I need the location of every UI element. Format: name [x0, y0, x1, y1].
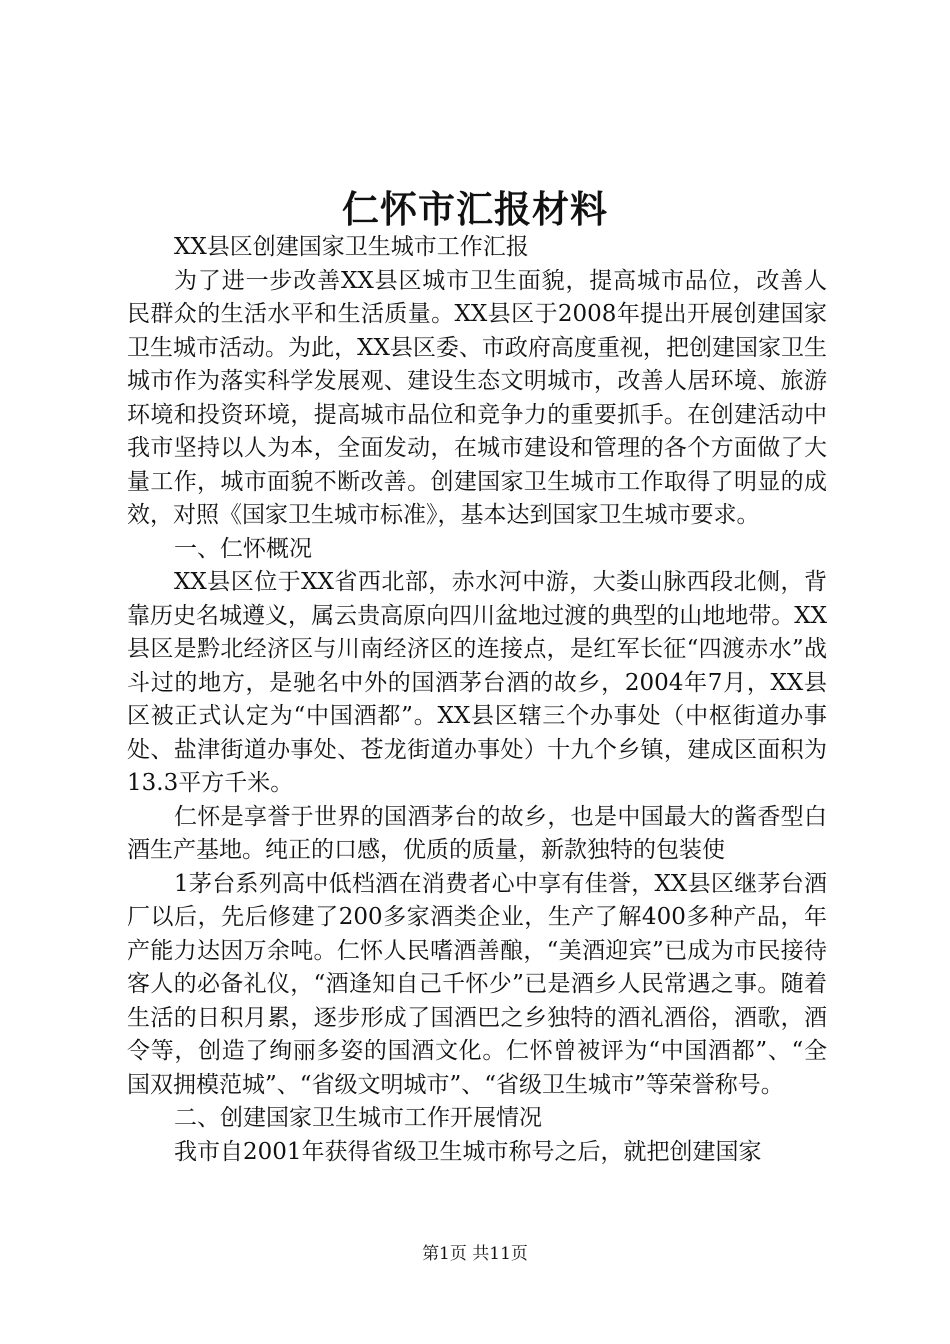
paragraph-liquor-hometown: 仁怀是享誉于世界的国酒茅台的故乡，也是中国最大的酱香型白酒生产基地。纯正的口感，优质的质量，新款独特的包装使 [127, 803, 827, 863]
document-body [127, 231, 827, 1169]
paragraph-liquor-culture: 1茅台系列高中低档酒在消费者心中享有佳誉，XX县区继茅台酒厂以后，先后修建了200多家酒类企业，生产了解400多种产品，年产能力达因万余吨。仁怀人民嗜酒善酿，“美酒迎宾”已成为市民接待客人的必备礼仪，“酒逢知自己千怀少”已是酒乡人民常遇之事。随着生活的日积月累，逐步形成了国酒巴之乡独特的酒礼酒俗，酒歌，酒令等，创造了绚丽多姿的国酒文化。仁怀曾被评为“中国酒都”、“全国双拥模范城”、“省级文明城市”、“省级卫生城市”等荣誉称号。 [127, 870, 827, 1098]
paragraph-intro: 为了进一步改善XX县区城市卫生面貌，提高城市品位，改善人民群众的生活水平和生活质量。XX县区于2008年提出开展创建国家卫生城市活动。为此，XX县区委、市政府高度重视，把创建国家卫生城市作为落实科学发展观、建设生态文明城市，改善人居环境、旅游环境和投资环境，提高城市品位和竞争力的重要抓手。在创建活动中我市坚持以人为本，全面发动，在城市建设和管理的各个方面做了大量工作，城市面貌不断改善。创建国家卫生城市工作取得了明显的成效，对照《国家卫生城市标准》，基本达到国家卫生城市要求。 [127, 267, 827, 528]
paragraph-subtitle: XX县区创建国家卫生城市工作汇报 [174, 234, 529, 260]
section-heading-overview: 一、仁怀概况 [174, 535, 312, 562]
paragraph-work-start: 我市自2001年获得省级卫生城市称号之后，就把创建国家 [174, 1138, 762, 1165]
page-number-footer: 第1页 共11页 [422, 1244, 528, 1264]
paragraph-location: XX县区位于XX省西北部，赤水河中游，大娄山脉西段北侧，背靠历史名城遵义，属云贵高原向四川盆地过渡的典型的山地地带。XX县区是黔北经济区与川南经济区的连接点，是红军长征“四渡赤水”战斗过的地方，是驰名中外的国酒茅台酒的故乡，2004年7月，XX县区被正式认定为“中国酒都”。XX县区辖三个办事处（中枢街道办事处、盐津街道办事处、苍龙街道办事处）十九个乡镇，建成区面积为13.3平方千米。 [127, 569, 827, 796]
document-title: 仁怀市汇报材料 [342, 187, 608, 231]
section-heading-work: 二、创建国家卫生城市工作开展情况 [174, 1105, 542, 1131]
